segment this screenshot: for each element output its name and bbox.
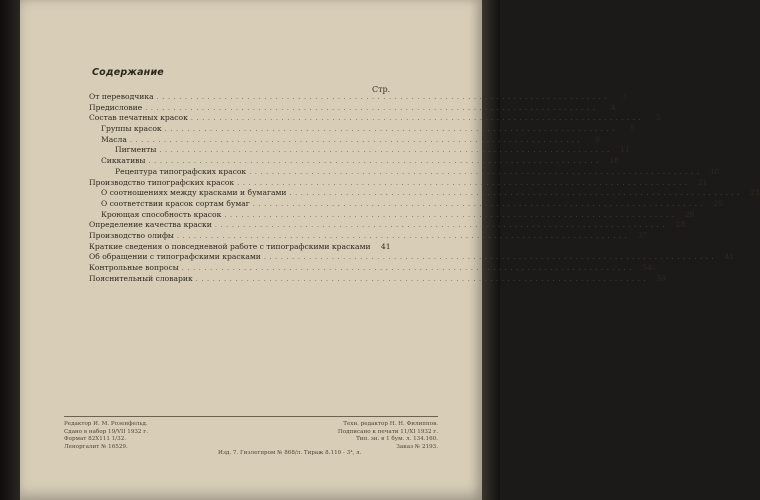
imprint-left <box>64 421 148 451</box>
toc-entry-page: 21 <box>697 177 708 187</box>
toc-leader-dots: ................................................................................ <box>289 189 743 198</box>
page-title: Содержание <box>92 67 164 78</box>
toc-entry <box>89 177 708 189</box>
toc-entry-title: Краткие сведения о повседневной работе с типографскими красками <box>89 241 371 251</box>
toc-entry <box>89 145 630 156</box>
toc-entry <box>89 156 619 167</box>
toc-leader-dots: ................................................................................ <box>195 274 650 283</box>
toc-entry <box>89 220 686 231</box>
toc-entry <box>89 209 695 221</box>
imprint-line: Редактор И. М. Розенфельд. <box>64 421 148 427</box>
table-of-contents <box>89 92 760 284</box>
imprint-line: Формат 82Х111 1/32. <box>64 436 127 443</box>
toc-entry-page: 5 <box>656 113 662 123</box>
toc-entry <box>89 134 601 146</box>
imprint-right <box>262 421 438 451</box>
book-spine-shadow <box>0 0 20 500</box>
imprint-line: Заказ № 2193. <box>396 443 438 450</box>
toc-entry-title: Рецептура типографских красок <box>115 166 247 176</box>
toc-entry-page: 59 <box>656 273 667 283</box>
toc-entry-title: Об обращении с типографскими красками <box>89 252 261 262</box>
toc-entry-page: 18 <box>709 166 720 176</box>
toc-leader-dots: ................................................................................ <box>156 93 610 101</box>
imprint-line: Тип. зн. в 1 бум. л. 134.160. <box>356 436 438 443</box>
toc-entry-title: Пигменты <box>115 145 157 155</box>
toc-entry <box>89 166 720 178</box>
toc-entry-title: Предисловие <box>89 102 143 112</box>
toc-entry-title: Сиккативы <box>101 156 146 166</box>
imprint-line: Техн. редактор Н. Н. Филиппов. <box>343 421 438 427</box>
page-column-label: Стр. <box>372 85 391 94</box>
toc-leader-dots: ................................................................................ <box>263 253 718 262</box>
toc-entry-page: 25 <box>713 198 724 208</box>
toc-entry <box>89 241 391 253</box>
toc-entry <box>89 198 724 210</box>
toc-leader-dots: ................................................................................ <box>145 103 599 112</box>
toc-entry-page: 26 <box>684 209 695 219</box>
toc-leader-dots: ................................................................................ <box>224 210 678 219</box>
toc-entry-title: Кроющая способность красок <box>101 209 222 219</box>
toc-leader-dots: ................................................................................ <box>190 114 645 123</box>
toc-leader-dots: ................................................................................ <box>176 231 631 240</box>
imprint-middle: Изд. 7. Гизлегпром № 868/л. Тираж 8.110 - 3⁴, л. <box>218 450 362 456</box>
toc-entry <box>89 273 667 285</box>
toc-entry-page: 37 <box>637 230 648 240</box>
toc-entry <box>89 102 616 114</box>
toc-entry <box>89 113 662 124</box>
toc-entry-page: 5 <box>630 124 635 134</box>
imprint-line: Леноргалит № 16529. <box>64 443 128 450</box>
toc-leader-dots: ................................................................................ <box>249 167 703 176</box>
toc-entry-title: Производство олифы <box>89 230 174 240</box>
toc-entry-page: 41 <box>724 252 735 262</box>
toc-entry-page: 18 <box>609 156 619 166</box>
imprint-divider <box>64 416 438 417</box>
toc-entry-page: 28 <box>675 220 686 230</box>
toc-leader-dots: ................................................................................ <box>214 221 669 230</box>
toc-leader-dots: ................................................................................ <box>148 157 602 166</box>
toc-leader-dots: ................................................................................ <box>159 146 613 155</box>
imprint-line: Подписано к печати 11/XI 1932 г. <box>337 428 438 435</box>
toc-entry-title: От переводчика <box>89 92 154 101</box>
toc-entry-title: Производство типографских красок <box>89 177 235 187</box>
toc-entry-title: О соотношениях между красками и бумагами <box>101 188 287 198</box>
toc-entry-title: Определение качества краски <box>89 220 212 230</box>
toc-leader-dots: ................................................................................ <box>181 264 636 272</box>
toc-entry-page: 4 <box>610 102 616 112</box>
toc-entry-page: 8 <box>595 134 601 144</box>
toc-entry <box>89 263 653 274</box>
toc-entry-title: О соответствии красок сортам бумаг <box>101 198 250 208</box>
toc-entry-page: 54 <box>642 263 653 272</box>
toc-entry-page: 41 <box>380 241 391 251</box>
toc-entry <box>89 252 735 263</box>
toc-entry <box>89 188 760 199</box>
toc-entry-page: 11 <box>620 145 630 155</box>
toc-entry-title: Пояснительный словарик <box>89 273 193 283</box>
toc-leader-dots: ................................................................................ <box>252 199 707 208</box>
book-edge-shadow <box>482 0 500 500</box>
imprint-line: Сдано в набор 19/VII 1932 г. <box>64 428 148 435</box>
toc-entry-title: Группы красок <box>101 124 162 134</box>
toc-entry-title: Масла <box>101 134 127 144</box>
toc-entry-title: Контрольные вопросы <box>89 263 179 272</box>
toc-entry-page: 3 <box>622 92 627 101</box>
toc-entry-title: Состав печатных красок <box>89 113 188 123</box>
toc-entry-page: 23 <box>750 188 760 198</box>
toc-entry <box>89 92 627 103</box>
toc-entry <box>89 124 635 135</box>
toc-leader-dots: ................................................................................ <box>129 135 584 144</box>
toc-leader-dots: ................................................................................ <box>237 178 691 187</box>
toc-entry <box>89 230 648 242</box>
toc-leader-dots: ................................................................................ <box>164 125 618 134</box>
